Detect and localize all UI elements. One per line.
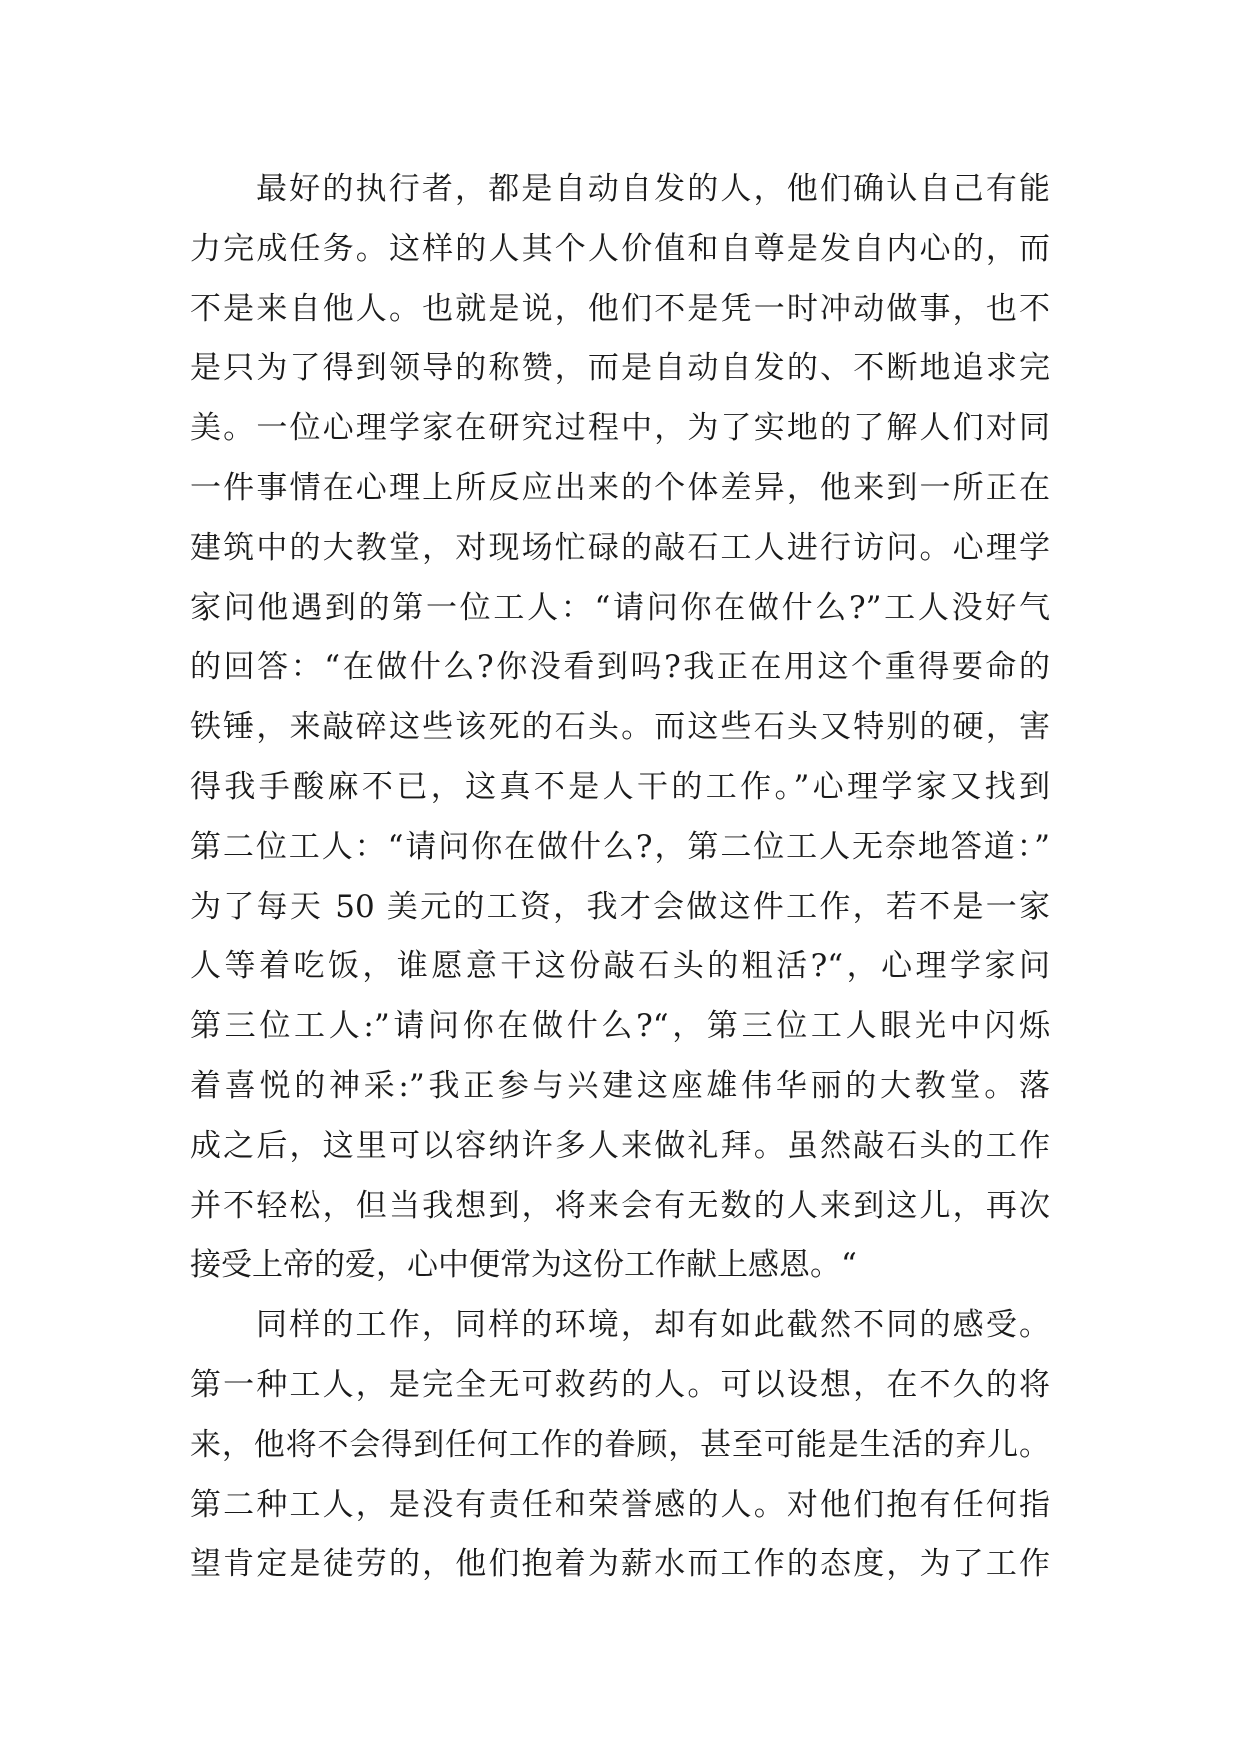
text-line: 第一种工人，是完全无可救药的人。可以设想，在不久的将 xyxy=(190,1366,1050,1403)
text-line: 铁锤，来敲碎这些该死的石头。而这些石头又特别的硬，害 xyxy=(190,709,1050,746)
paragraph-1-first-line: 最好的执行者，都是自动自发的人，他们确认自己有能 xyxy=(256,171,1050,207)
text-line: 美。一位心理学家在研究过程中，为了实地的了解人们对同 xyxy=(190,410,1050,447)
text-line: 一件事情在心理上所反应出来的个体差异，他来到一所正在 xyxy=(190,469,1050,506)
paragraph-1-last-line: 接受上帝的爱，心中便常为这份工作献上感恩。“ xyxy=(190,1247,857,1284)
text-line: 人等着吃饭，谁愿意干这份敲石头的粗活?“，心理学家问 xyxy=(190,948,1050,985)
body-text xyxy=(190,160,1050,1595)
text-line: 为了每天 50 美元的工资，我才会做这件工作，若不是一家 xyxy=(190,888,1050,925)
text-line: 着喜悦的神采:”我正参与兴建这座雄伟华丽的大教堂。落 xyxy=(190,1067,1050,1104)
text-line: 不是来自他人。也就是说，他们不是凭一时冲动做事，也不 xyxy=(190,290,1050,327)
text-line: 建筑中的大教堂，对现场忙碌的敲石工人进行访问。心理学 xyxy=(190,529,1050,566)
text-line: 家问他遇到的第一位工人：“请问你在做什么?”工人没好气 xyxy=(190,589,1050,626)
paragraph-2-first-line: 同样的工作，同样的环境，却有如此截然不同的感受。 xyxy=(256,1307,1050,1344)
text-line: 的回答：“在做什么?你没看到吗?我正在用这个重得要命的 xyxy=(190,649,1050,686)
text-line: 来，他将不会得到任何工作的眷顾，甚至可能是生活的弃儿。 xyxy=(190,1426,1050,1463)
text-line: 第二种工人，是没有责任和荣誉感的人。对他们抱有任何指 xyxy=(190,1486,1050,1523)
text-line: 是只为了得到领导的称赞，而是自动自发的、不断地追求完 xyxy=(190,350,1050,387)
text-line: 力完成任务。这样的人其个人价值和自尊是发自内心的，而 xyxy=(190,230,1050,267)
text-line: 第三位工人:”请问你在做什么?“，第三位工人眼光中闪烁 xyxy=(190,1008,1050,1045)
text-line: 望肯定是徒劳的，他们抱着为薪水而工作的态度，为了工作 xyxy=(190,1546,1050,1583)
text-line: 第二位工人：“请问你在做什么?，第二位工人无奈地答道：” xyxy=(190,828,1050,865)
text-line: 成之后，这里可以容纳许多人来做礼拜。虽然敲石头的工作 xyxy=(190,1127,1050,1164)
text-line: 得我手酸麻不已，这真不是人干的工作。”心理学家又找到 xyxy=(190,768,1050,805)
text-line: 并不轻松，但当我想到，将来会有无数的人来到这儿，再次 xyxy=(190,1187,1050,1224)
